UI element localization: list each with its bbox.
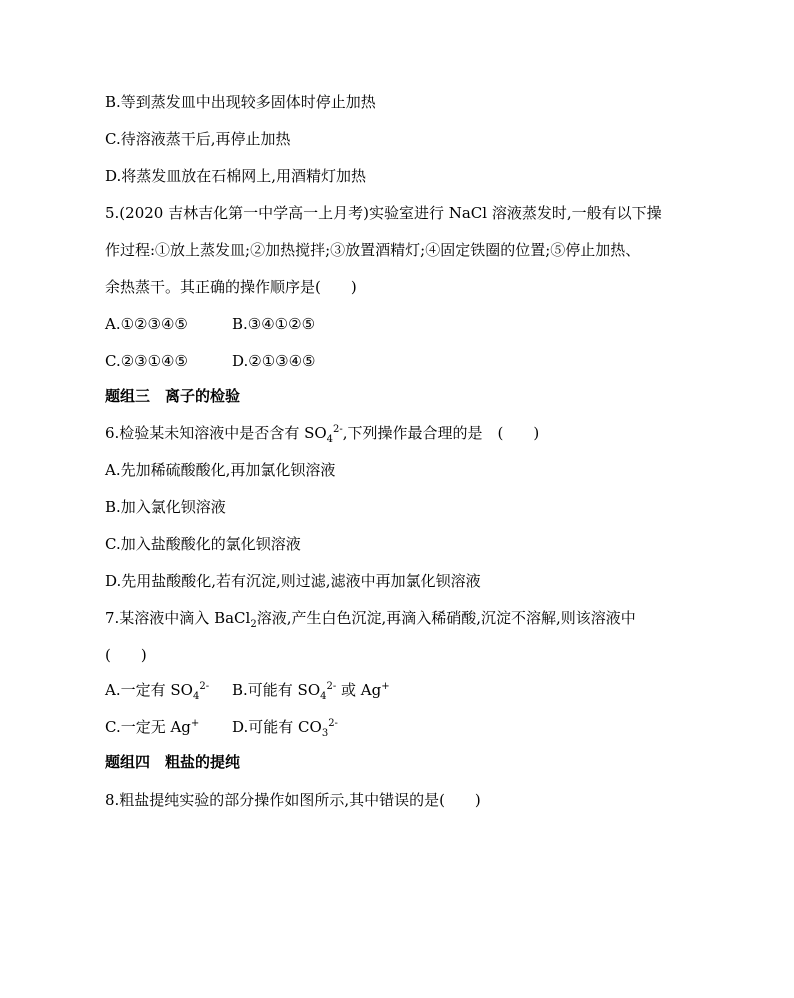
q6-stem-tail: ,下列操作最合理的是 ( ) bbox=[342, 424, 540, 442]
silver-superscript: + bbox=[381, 681, 390, 692]
silver-superscript: + bbox=[190, 718, 200, 729]
q8-stem: 8.粗盐提纯实验的部分操作如图所示,其中错误的是( ) bbox=[105, 791, 481, 809]
q7-option-a bbox=[105, 680, 209, 700]
sulfate-superscript: 2- bbox=[199, 681, 210, 692]
q7-stem-text: 7.某溶液中滴入 BaCl bbox=[105, 609, 251, 627]
q4-option-c: C.待溶液蒸干后,再停止加热 bbox=[105, 130, 291, 148]
q7-option-b-mid: 或 Ag bbox=[336, 681, 382, 699]
q7-option-b-text: B.可能有 SO bbox=[232, 681, 321, 699]
q5-option-d: D.②①③④⑤ bbox=[232, 352, 316, 370]
q5-stem-line-2: 作过程:①放上蒸发皿;②加热搅拌;③放置酒精灯;④固定铁圈的位置;⑤停止加热、 bbox=[105, 241, 641, 259]
q7-option-d-text: D.可能有 CO bbox=[232, 718, 322, 736]
sulfate-subscript: 4 bbox=[192, 691, 200, 702]
q5-option-c: C.②③①④⑤ bbox=[105, 352, 188, 370]
q6-option-b: B.加入氯化钡溶液 bbox=[105, 498, 226, 516]
q7-stem-tail: 溶液,产生白色沉淀,再滴入稀硝酸,沉淀不溶解,则该溶液中 bbox=[256, 609, 636, 627]
q6-stem-text: 6.检验某未知溶液中是否含有 SO bbox=[105, 424, 327, 442]
group-4-heading: 题组四 粗盐的提纯 bbox=[105, 753, 241, 771]
q5-stem-line-1: 5.(2020 吉林吉化第一中学高一上月考)实验室进行 NaCl 溶液蒸发时,一般有以下操 bbox=[105, 204, 662, 222]
sulfate-subscript: 4 bbox=[320, 691, 327, 702]
q5-stem-line-3: 余热蒸干。其正确的操作顺序是( ) bbox=[105, 278, 357, 296]
q7-option-d bbox=[232, 717, 338, 737]
q7-answer-paren: ( ) bbox=[105, 646, 147, 664]
q4-option-d: D.将蒸发皿放在石棉网上,用酒精灯加热 bbox=[105, 167, 367, 185]
sulfate-superscript: 2- bbox=[326, 681, 337, 692]
q7-option-b bbox=[232, 680, 390, 700]
sulfate-subscript: 4 bbox=[326, 434, 334, 445]
q7-stem bbox=[105, 608, 636, 628]
q6-option-c: C.加入盐酸酸化的氯化钡溶液 bbox=[105, 535, 301, 553]
q7-option-a-text: A.一定有 SO bbox=[105, 681, 193, 699]
q6-option-a: A.先加稀硫酸酸化,再加氯化钡溶液 bbox=[105, 461, 336, 479]
chloride-subscript: 2 bbox=[250, 619, 257, 630]
q6-stem bbox=[105, 423, 539, 443]
group-3-heading: 题组三 离子的检验 bbox=[105, 387, 241, 405]
q6-option-d: D.先用盐酸酸化,若有沉淀,则过滤,滤液中再加氯化钡溶液 bbox=[105, 572, 481, 590]
sulfate-superscript: 2- bbox=[333, 424, 343, 435]
carbonate-subscript: 3 bbox=[321, 728, 329, 739]
q7-option-c-text: C.一定无 Ag bbox=[105, 718, 191, 736]
carbonate-superscript: 2- bbox=[328, 718, 338, 729]
q4-option-b: B.等到蒸发皿中出现较多固体时停止加热 bbox=[105, 93, 376, 111]
q7-option-c bbox=[105, 717, 199, 737]
q5-option-a: A.①②③④⑤ bbox=[105, 315, 188, 333]
q5-option-b: B.③④①②⑤ bbox=[232, 315, 316, 333]
